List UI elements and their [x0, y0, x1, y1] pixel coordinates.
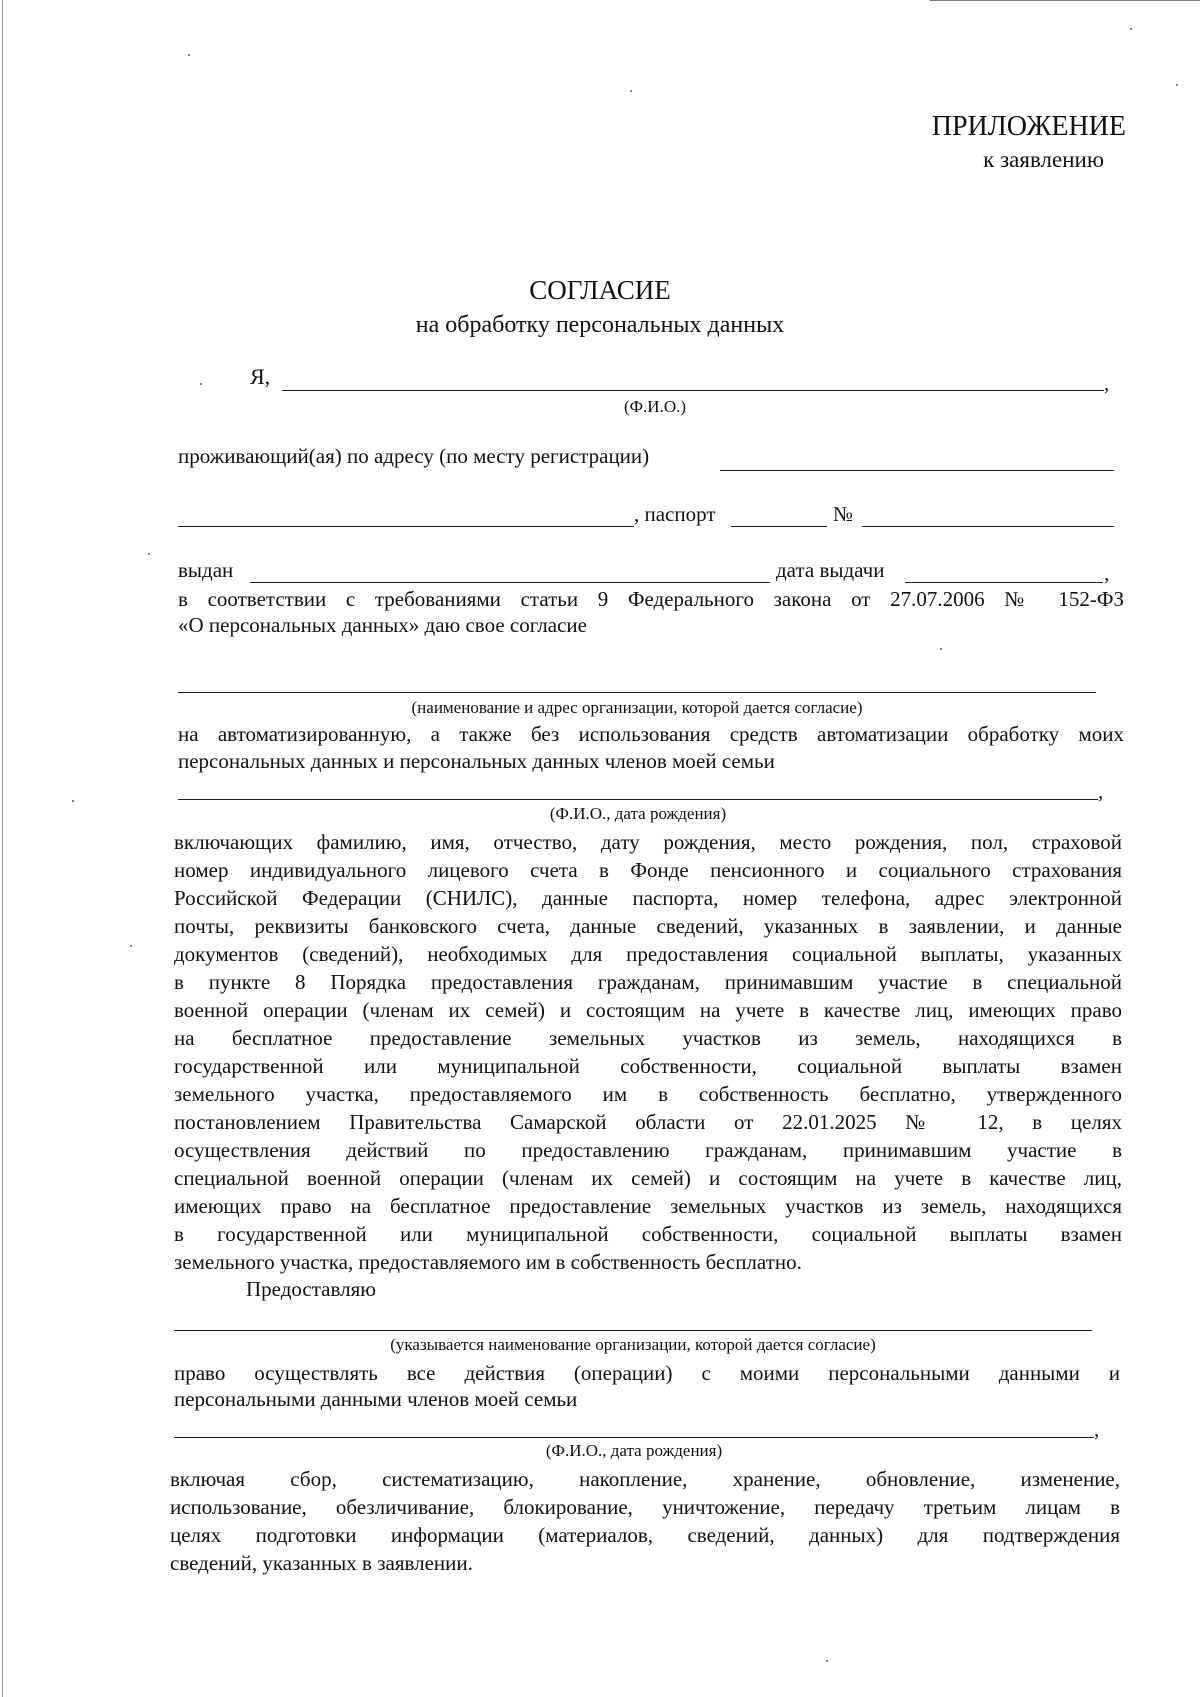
issue-date-label: дата выдачи: [776, 558, 885, 582]
paragraph-line: военной операции (членам их семей) и состоящим на учете в качестве лиц, имеющих право: [174, 998, 1122, 1022]
passport-series-field[interactable]: [731, 526, 827, 527]
paragraph-line: в государственной или муниципальной собственности, социальной выплаты взамен: [174, 1222, 1122, 1246]
address-label: проживающий(ая) по адресу (по месту регистрации): [178, 444, 650, 468]
scan-speck: [1130, 28, 1132, 30]
final-paragraph-line: включая сбор, систематизацию, накопление, хранение, обновление, изменение,: [170, 1467, 1120, 1491]
scan-speck: [188, 54, 190, 56]
scan-speck: [826, 1660, 828, 1662]
fio-caption: (Ф.И.О.): [623, 397, 687, 416]
scan-speck: [630, 90, 632, 92]
family-caption: (Ф.И.О., дата рождения): [549, 804, 727, 823]
paragraph-line: на бесплатное предоставление земельных участков из земель, находящихся в: [174, 1026, 1122, 1050]
scan-edge-top: [930, 0, 1200, 1]
number-label: №: [833, 502, 854, 526]
scan-speck: [148, 553, 150, 555]
passport-number-field[interactable]: [862, 526, 1114, 527]
document-subtitle: на обработку персональных данных: [415, 312, 785, 338]
i-label: Я,: [250, 364, 271, 389]
automation-text-line: персональных данных и персональных данных членов моей семьи: [178, 749, 775, 773]
automation-text-line: на автоматизированную, а также без использования средств автоматизации обработку моих: [178, 722, 1124, 746]
address-continuation-field[interactable]: [178, 526, 634, 527]
organization-caption: (наименование и адрес организации, которой дается согласие): [411, 698, 863, 717]
paragraph-line: документов (сведений), необходимых для предоставления социальной выплаты, указанных: [174, 942, 1122, 966]
family-comma-2: ,: [1094, 1417, 1100, 1441]
appendix-subtitle: к заявлению: [983, 147, 1104, 172]
consent-intro-line: «О персональных данных» даю свое согласие: [178, 613, 587, 637]
rights-text-line: персональными данными членов моей семьи: [174, 1387, 578, 1411]
paragraph-line: земельного участка, предоставляемого им в собственность бесплатно, утвержденного: [174, 1082, 1122, 1106]
fio-comma: ,: [1104, 371, 1110, 395]
passport-label: , паспорт: [634, 502, 716, 526]
paragraph-line: в пункте 8 Порядка предоставления гражданам, принимавшим участие в специальной: [174, 970, 1122, 994]
family-caption-2: (Ф.И.О., дата рождения): [545, 1441, 723, 1460]
paragraph-line: имеющих право на бесплатное предоставление земельных участков из земель, находящихся: [174, 1194, 1122, 1218]
paragraph-line: земельного участка, предоставляемого им в собственность бесплатно.: [174, 1250, 802, 1274]
final-paragraph-line: целях подготовки информации (материалов, сведений, данных) для подтверждения: [170, 1523, 1120, 1547]
family-members-field[interactable]: [178, 799, 1098, 800]
final-paragraph-line: сведений, указанных в заявлении.: [170, 1551, 473, 1575]
consent-intro-line: в соответствии с требованиями статьи 9 Федерального закона от 27.07.2006 № 152-ФЗ: [178, 587, 1124, 611]
scan-speck: [200, 383, 202, 385]
paragraph-line: осуществления действий по предоставлению гражданам, принимавшим участие в: [174, 1138, 1122, 1162]
fio-field[interactable]: [282, 390, 1104, 391]
scan-speck: [130, 945, 132, 947]
scan-speck: [72, 800, 74, 802]
organization-field[interactable]: [178, 692, 1096, 693]
organization-field-2[interactable]: [174, 1330, 1092, 1331]
issued-by-field[interactable]: [250, 582, 770, 583]
paragraph-line: включающих фамилию, имя, отчество, дату рождения, место рождения, пол, страховой: [174, 830, 1122, 854]
paragraph-line: постановлением Правительства Самарской области от 22.01.2025 № 12, в целях: [174, 1110, 1122, 1134]
paragraph-line: почты, реквизиты банковского счета, данные сведений, указанных в заявлении, и данные: [174, 914, 1122, 938]
document-title: СОГЛАСИЕ: [529, 275, 671, 305]
scan-speck: [940, 648, 942, 650]
appendix-title: ПРИЛОЖЕНИЕ: [931, 111, 1126, 142]
address-field[interactable]: [720, 470, 1114, 471]
issue-date-comma: ,: [1104, 561, 1110, 585]
final-paragraph-line: использование, обезличивание, блокирование, уничтожение, передачу третьим лицам в: [170, 1495, 1120, 1519]
scan-speck: [1176, 84, 1178, 86]
scan-edge-left: [2, 0, 3, 1697]
rights-text-line: право осуществлять все действия (операции) с моими персональными данными и: [174, 1361, 1120, 1385]
paragraph-line: Российской Федерации (СНИЛС), данные паспорта, номер телефона, адрес электронной: [174, 886, 1122, 910]
issue-date-field[interactable]: [905, 582, 1103, 583]
family-members-field-2[interactable]: [174, 1437, 1094, 1438]
family-comma: ,: [1098, 779, 1104, 803]
organization-caption-2: (указывается наименование организации, которой дается согласие): [390, 1335, 876, 1354]
paragraph-line: номер индивидуального лицевого счета в Фонде пенсионного и социального страхования: [174, 858, 1122, 882]
provide-label: Предоставляю: [246, 1277, 376, 1301]
paragraph-line: государственной или муниципальной собственности, социальной выплаты взамен: [174, 1054, 1122, 1078]
issued-label: выдан: [178, 558, 234, 582]
paragraph-line: специальной военной операции (членам их семей) и состоящим на учете в качестве лиц,: [174, 1166, 1122, 1190]
